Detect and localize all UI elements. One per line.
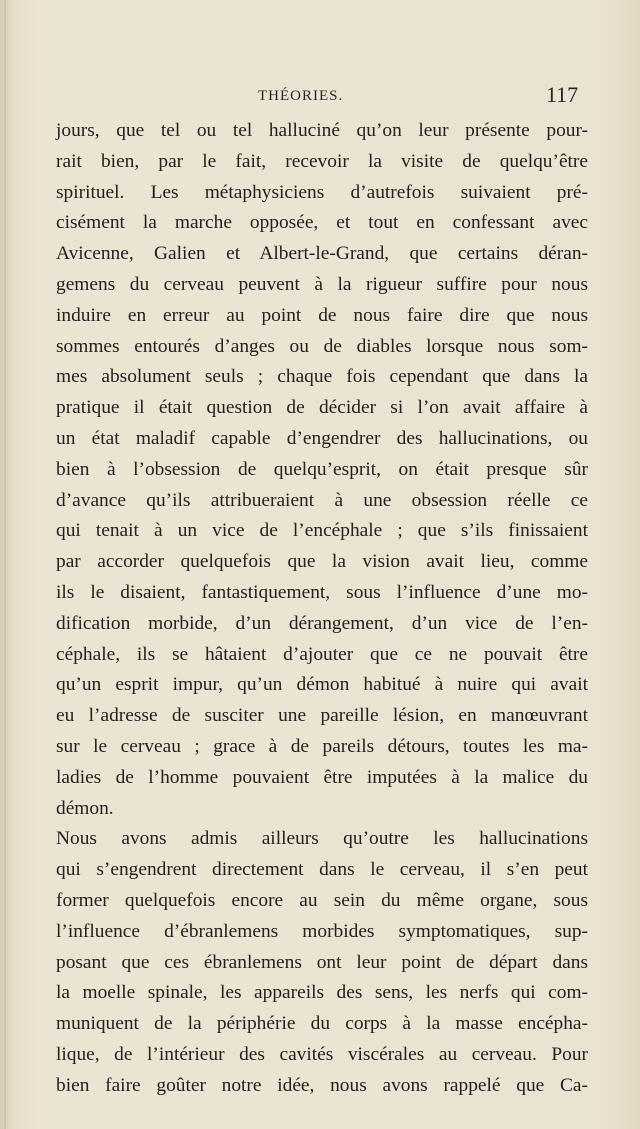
text-line: jours, que tel ou tel halluciné qu’on leur présente pour- bbox=[56, 120, 588, 141]
text-line: ils le disaient, fantastiquement, sous l’influence d’une mo- bbox=[56, 581, 588, 603]
text-line: bien faire goûter notre idée, nous avons rappelé que Ca- bbox=[56, 1074, 588, 1096]
text-line: sommes entourés d’anges ou de diables lorsque nous som- bbox=[56, 335, 588, 357]
text-line: bien à l’obsession de quelqu’esprit, on était presque sûr bbox=[56, 458, 588, 480]
text-line: qui s’engendrent directement dans le cerveau, il s’en peut bbox=[56, 859, 588, 881]
text-line: eu l’adresse de susciter une pareille lésion, en manœuvrant bbox=[56, 705, 588, 727]
text-line: sur le cerveau ; grace à de pareils détours, toutes les ma- bbox=[56, 735, 588, 757]
text-line: d’avance qu’ils attribueraient à une obsession réelle ce bbox=[56, 489, 588, 511]
text-line: l’influence d’ébranlemens morbides symptomatiques, sup- bbox=[56, 920, 588, 942]
text-line: mes absolument seuls ; chaque fois cependant que dans la bbox=[56, 366, 588, 388]
body-text bbox=[56, 116, 588, 1102]
text-line: induire en erreur au point de nous faire dire que nous bbox=[56, 304, 588, 326]
binding-gutter bbox=[4, 0, 6, 1129]
text-line: gemens du cerveau peuvent à la rigueur suffire pour nous bbox=[56, 273, 588, 295]
text-line: par accorder quelquefois que la vision avait lieu, comme bbox=[56, 551, 588, 573]
paragraph-end-line: démon. bbox=[56, 797, 114, 819]
running-head: THÉORIES. bbox=[258, 88, 344, 104]
text-line: former quelquefois encore au sein du même organe, sous bbox=[56, 889, 588, 911]
text-line: spirituel. Les métaphysiciens d’autrefois suivaient pré- bbox=[56, 181, 588, 203]
paragraph-start-line: Nous avons admis ailleurs qu’outre les hallucinations bbox=[56, 828, 588, 850]
text-line: posant que ces ébranlemens ont leur point de départ dans bbox=[56, 951, 588, 973]
text-line: qui tenait à un vice de l’encéphale ; que s’ils finissaient bbox=[56, 520, 588, 542]
text-line: lique, de l’intérieur des cavités viscérales au cerveau. Pour bbox=[56, 1043, 588, 1065]
text-line: pratique il était question de décider si l’on avait affaire à bbox=[56, 397, 588, 419]
text-line: Avicenne, Galien et Albert-le-Grand, que certains déran- bbox=[56, 243, 588, 265]
text-line: qu’un esprit impur, qu’un démon habitué à nuire qui avait bbox=[56, 674, 588, 696]
text-line: rait bien, par le fait, recevoir la visite de quelqu’être bbox=[56, 150, 588, 172]
page-number: 117 bbox=[546, 82, 579, 107]
text-line: la moelle spinale, les appareils des sens, les nerfs qui com- bbox=[56, 982, 588, 1004]
text-line: céphale, ils se hâtaient d’ajouter que ce ne pouvait être bbox=[56, 643, 588, 665]
text-line: dification morbide, d’un dérangement, d’un vice de l’en- bbox=[56, 612, 588, 634]
page-header bbox=[0, 82, 640, 112]
text-line: un état maladif capable d’engendrer des hallucinations, ou bbox=[56, 427, 588, 449]
text-line: ladies de l’homme pouvaient être imputées à la malice du bbox=[56, 766, 588, 788]
text-line: cisément la marche opposée, et tout en confessant avec bbox=[56, 212, 588, 234]
text-line: muniquent de la périphérie du corps à la masse encépha- bbox=[56, 1013, 588, 1035]
